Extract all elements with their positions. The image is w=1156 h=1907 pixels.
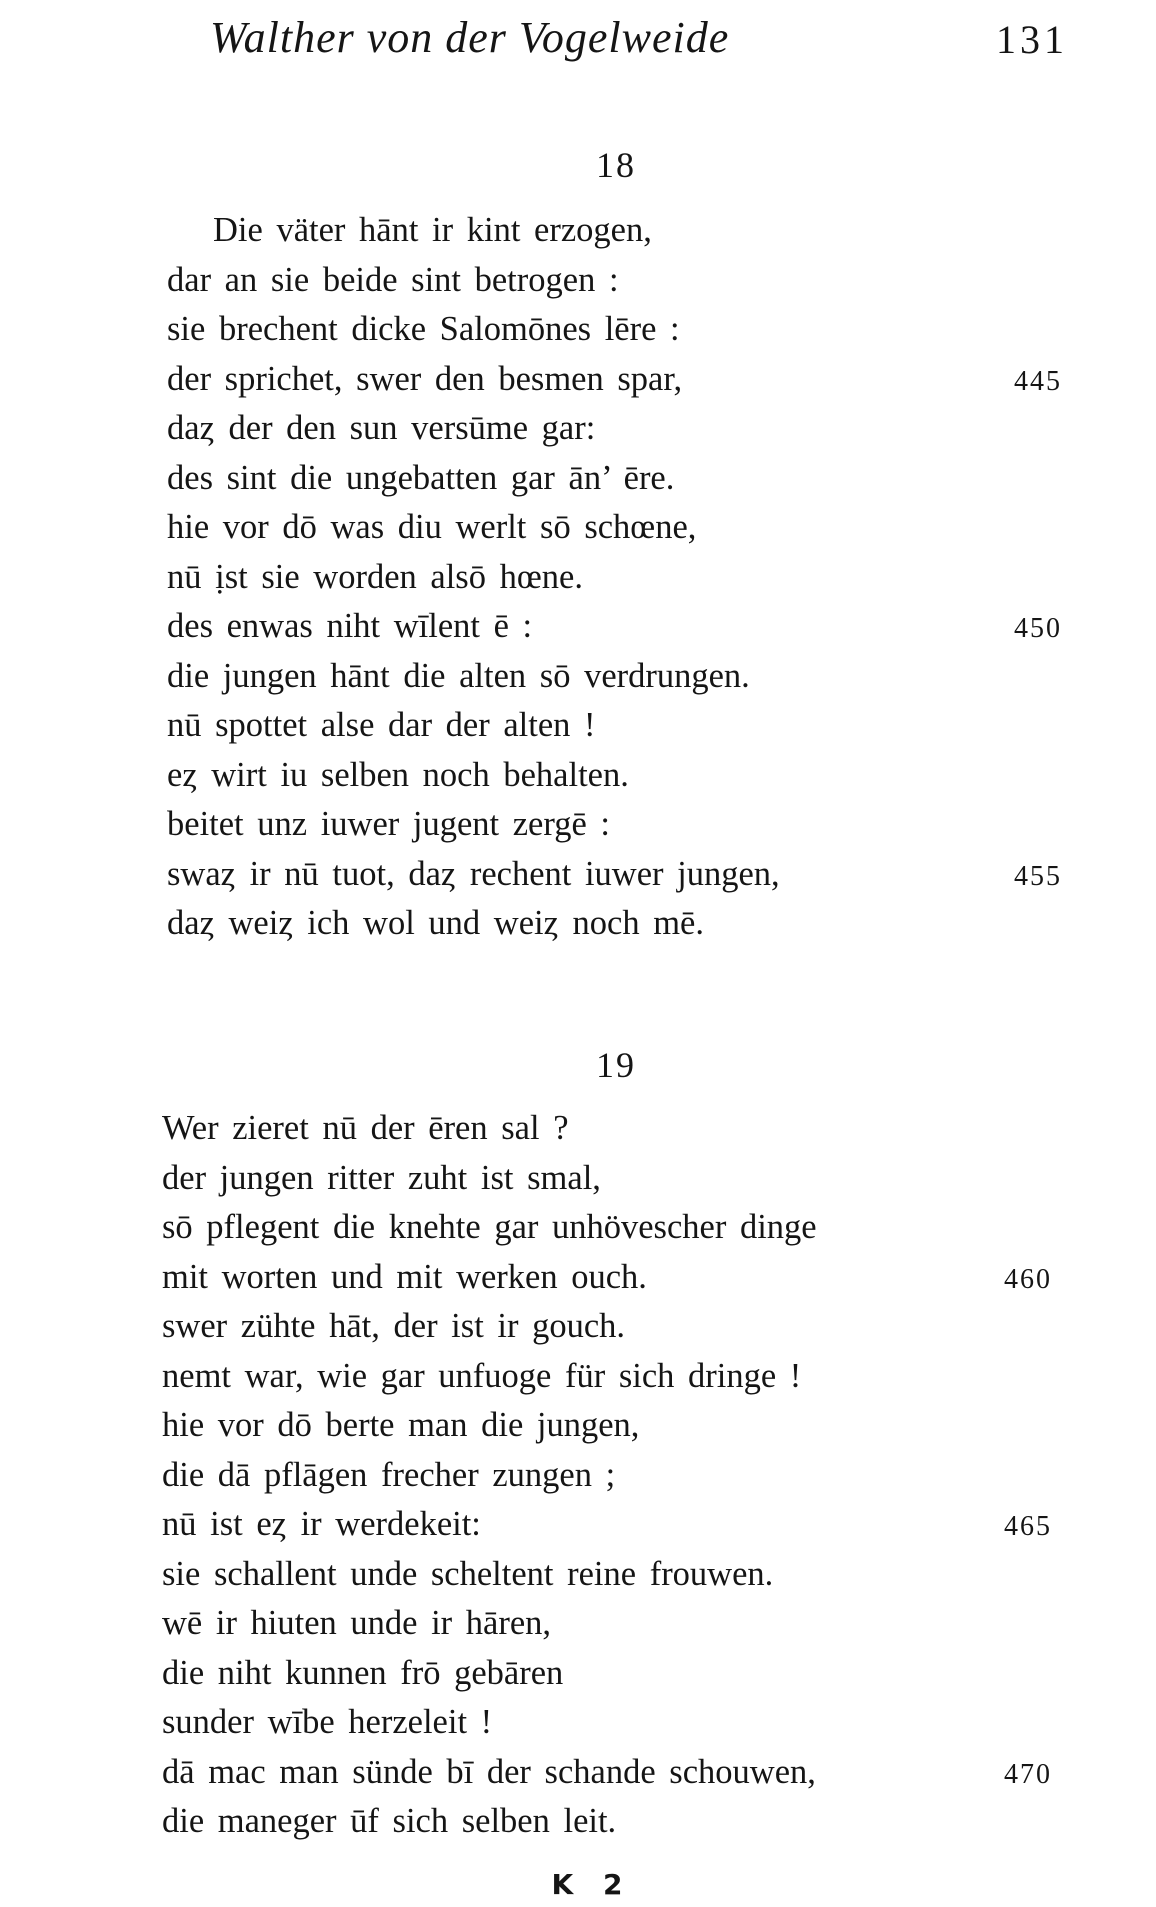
poem-number: 19 xyxy=(596,1045,636,1085)
verse-line xyxy=(0,1104,1156,1154)
verse-line xyxy=(0,454,1156,504)
verse-text: daȥ der den sun versūme gar: xyxy=(167,409,596,447)
verse-line xyxy=(0,1352,1156,1402)
line-number: 460 xyxy=(1004,1263,1052,1295)
page-number: 131 xyxy=(996,17,1068,62)
verse-line xyxy=(0,751,1156,801)
verse-text: sie schallent unde scheltent reine frouwen. xyxy=(162,1554,774,1593)
verse-line xyxy=(0,355,1156,405)
verse-line xyxy=(0,1203,1156,1253)
verse-text: die jungen hānt die alten sō verdrungen. xyxy=(167,656,750,695)
verse-line xyxy=(0,553,1156,603)
verse-text: sie brechent dicke Salomōnes lēre : xyxy=(167,310,680,348)
poem-19 xyxy=(0,1040,1156,1847)
verse-line xyxy=(0,206,1156,256)
verse-text: die niht kunnen frō gebāren xyxy=(162,1653,564,1692)
verse-line xyxy=(0,850,1156,900)
verse-text: sō pflegent die knehte gar unhövescher dinge xyxy=(162,1208,817,1246)
verse-line xyxy=(0,602,1156,652)
verse-text: des enwas niht wīlent ē : xyxy=(167,607,533,645)
verse-line xyxy=(0,1649,1156,1699)
verse-line xyxy=(0,1797,1156,1847)
verse-line xyxy=(0,800,1156,850)
verse-text: beitet unz iuwer jugent zergē : xyxy=(167,805,610,843)
verse-line xyxy=(0,1401,1156,1451)
line-number: 445 xyxy=(1014,365,1062,397)
verse-text: wē ir hiuten unde ir hāren, xyxy=(162,1604,552,1642)
running-head xyxy=(0,12,1156,72)
verse-line xyxy=(0,1599,1156,1649)
verse-line xyxy=(0,1253,1156,1303)
verse-text: Wer zieret nū der ēren sal ? xyxy=(162,1109,569,1147)
line-number: 470 xyxy=(1004,1758,1052,1790)
verse-text: eȥ wirt iu selben noch behalten. xyxy=(167,755,629,794)
line-number: 450 xyxy=(1014,613,1062,644)
verse-line xyxy=(0,305,1156,355)
verse-text: nū ist eȥ ir werdekeit: xyxy=(162,1505,481,1543)
printer-signature: K 2 xyxy=(551,1868,633,1901)
verse-text: mit worten und mit werken ouch. xyxy=(162,1257,647,1296)
verse-text: dar an sie beide sint betrogen : xyxy=(167,260,619,299)
verse-text: der jungen ritter zuht ist smal, xyxy=(162,1158,601,1197)
verse-line xyxy=(0,652,1156,702)
verse-line xyxy=(0,1748,1156,1798)
verse-text: die maneger ūf sich selben leit. xyxy=(162,1802,617,1840)
verse-text: swer zühte hāt, der ist ir gouch. xyxy=(162,1307,626,1345)
verse-line xyxy=(0,1451,1156,1501)
verse-text: daȥ weiȥ ich wol und weiȥ noch mē. xyxy=(167,904,704,942)
verse-line xyxy=(0,1302,1156,1352)
verse-text: nū ịst sie worden alsō hœne. xyxy=(167,557,583,596)
verse-line xyxy=(0,256,1156,306)
poem-lines xyxy=(0,206,1156,949)
verse-text: dā mac man sünde bī der schande schouwen, xyxy=(162,1752,816,1791)
verse-text: der sprichet, swer den besmen spar, xyxy=(167,359,683,398)
verse-line xyxy=(0,404,1156,454)
verse-text: nemt war, wie gar unfuoge für sich dringe ! xyxy=(162,1356,802,1395)
verse-text: hie vor dō was diu werlt sō schœne, xyxy=(167,508,697,546)
verse-text: sunder wībe herzeleit ! xyxy=(162,1703,493,1741)
verse-text: Die väter hānt ir kint erzogen, xyxy=(213,211,652,249)
line-number: 455 xyxy=(1014,860,1062,892)
verse-text: hie vor dō berte man die jungen, xyxy=(162,1406,640,1444)
line-number: 465 xyxy=(1004,1511,1052,1542)
verse-line xyxy=(0,701,1156,751)
verse-line xyxy=(0,1500,1156,1550)
running-title: Walther von der Vogelweide xyxy=(210,13,730,62)
verse-line xyxy=(0,1154,1156,1204)
verse-text: swaȥ ir nū tuot, daȥ rechent iuwer jungen, xyxy=(167,854,780,893)
verse-text: nū spottet alse dar der alten ! xyxy=(167,706,596,744)
verse-text: des sint die ungebatten gar ān’ ēre. xyxy=(167,458,675,497)
verse-text: die dā pflāgen frecher zungen ; xyxy=(162,1455,616,1494)
poem-18 xyxy=(0,140,1156,949)
poem-number: 18 xyxy=(596,145,636,185)
verse-line xyxy=(0,503,1156,553)
verse-line xyxy=(0,1550,1156,1600)
poem-lines xyxy=(0,1104,1156,1847)
verse-line xyxy=(0,899,1156,949)
verse-line xyxy=(0,1698,1156,1748)
